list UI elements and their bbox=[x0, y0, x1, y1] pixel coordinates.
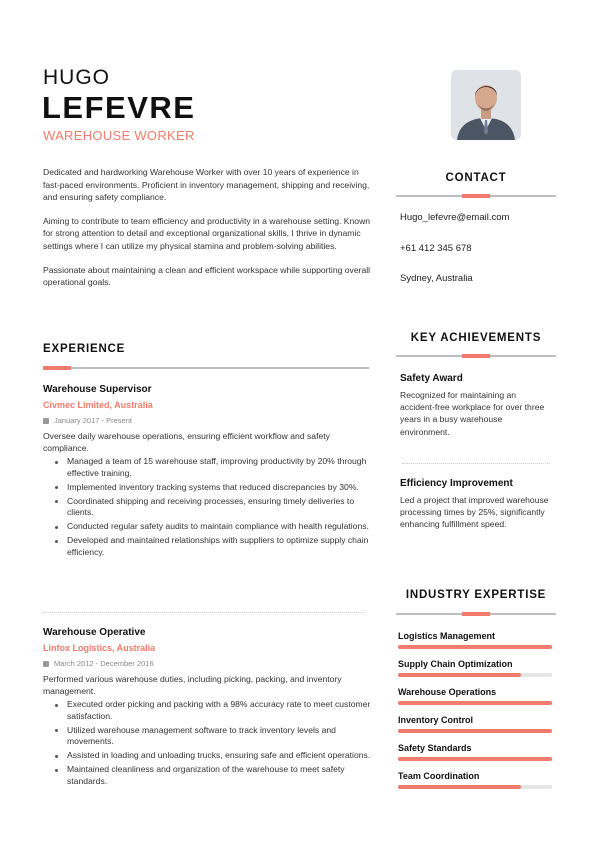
list-item: Maintained cleanliness and organization of the warehouse to meet safety standards. bbox=[67, 764, 373, 787]
list-item: Executed order picking and packing with a 98% accuracy rate to meet customer satisfaction. bbox=[67, 699, 373, 722]
skill-bar-fill bbox=[398, 785, 521, 789]
job-date-text: January 2017 - Present bbox=[54, 416, 132, 425]
skill-bar-fill bbox=[398, 645, 552, 649]
skill-bar bbox=[398, 673, 552, 677]
summary-paragraph: Dedicated and hardworking Warehouse Worker with over 10 years of experience in fast-paced environments. Proficient in inventory management, shipping and receiving, and ensuring safety compliance. bbox=[43, 167, 370, 203]
job-date bbox=[43, 659, 373, 668]
contact-heading: CONTACT bbox=[445, 172, 507, 184]
skill-item bbox=[398, 715, 552, 733]
section-divider bbox=[43, 367, 369, 369]
section-accent bbox=[462, 194, 490, 198]
skill-name: Inventory Control bbox=[398, 715, 474, 725]
skill-item bbox=[398, 771, 552, 789]
job-entry bbox=[43, 627, 373, 790]
list-item: Implemented inventory tracking systems that reduced discrepancies by 30%. bbox=[67, 482, 373, 494]
experience-heading: EXPERIENCE bbox=[43, 343, 126, 355]
achievement-item bbox=[400, 373, 550, 438]
skill-item bbox=[398, 659, 552, 677]
list-item: Developed and maintained relationships with suppliers to optimize supply chain efficiency. bbox=[67, 535, 373, 558]
skill-bar bbox=[398, 757, 552, 761]
contact-location: Sydney, Australia bbox=[400, 273, 473, 284]
achievements-heading: KEY ACHIEVEMENTS bbox=[410, 332, 542, 344]
skill-bar-fill bbox=[398, 673, 521, 677]
summary bbox=[43, 166, 373, 300]
section-accent bbox=[462, 612, 490, 616]
job-company: Linfox Logistics, Australia bbox=[43, 643, 156, 653]
list-item: Conducted regular safety audits to maintain compliance with health regulations. bbox=[67, 521, 373, 533]
skill-bar bbox=[398, 701, 552, 705]
job-description: Performed various warehouse duties, including picking, packing, and inventory management. bbox=[43, 674, 342, 696]
job-title: WAREHOUSE WORKER bbox=[43, 128, 195, 143]
list-item: Managed a team of 15 warehouse staff, improving productivity by 20% through effective training. bbox=[67, 456, 373, 479]
contact-email: Hugo_lefevre@email.com bbox=[400, 212, 510, 223]
section-accent bbox=[43, 366, 71, 370]
job-bullets bbox=[43, 456, 373, 558]
job-date-text: March 2012 - December 2016 bbox=[54, 659, 154, 668]
skill-name: Warehouse Operations bbox=[398, 687, 497, 697]
skill-item bbox=[398, 743, 552, 761]
achievement-title: Safety Award bbox=[400, 373, 463, 384]
skill-bar-fill bbox=[398, 757, 552, 761]
skill-bar-fill bbox=[398, 701, 552, 705]
summary-paragraph: Aiming to contribute to team efficiency and productivity in a warehouse setting. Known for strong attention to detail and exceptional organizational skills, I thrive in dynamic settings where I can utilize my physical stamina and problem-solving abilities. bbox=[43, 215, 371, 251]
job-description: Oversee daily warehouse operations, ensuring efficient workflow and safety compliance. bbox=[43, 431, 330, 453]
person-portrait-icon bbox=[451, 70, 521, 140]
list-item: Utilized warehouse management software to track inventory levels and movements. bbox=[67, 725, 373, 748]
skill-item bbox=[398, 631, 552, 649]
job-date bbox=[43, 416, 373, 425]
summary-paragraph: Passionate about maintaining a clean and efficient workspace while supporting overall operational goals. bbox=[43, 264, 371, 288]
entry-separator bbox=[43, 612, 365, 613]
expertise-heading: INDUSTRY EXPERTISE bbox=[405, 589, 547, 601]
skill-item bbox=[398, 687, 552, 705]
skill-name: Logistics Management bbox=[398, 631, 496, 641]
skill-bar-fill bbox=[398, 729, 552, 733]
skill-bar bbox=[398, 645, 552, 649]
skill-name: Supply Chain Optimization bbox=[398, 659, 513, 669]
calendar-icon bbox=[43, 418, 49, 424]
achievement-description: Recognized for maintaining an accident-free workplace for over three years in a busy warehouse environment. bbox=[400, 390, 545, 437]
job-company: Civmec Limited, Australia bbox=[43, 400, 153, 410]
job-bullets bbox=[43, 699, 373, 787]
contact-phone: +61 412 345 678 bbox=[400, 243, 472, 254]
list-item: Assisted in loading and unloading trucks, ensuring safe and efficient operations. bbox=[67, 750, 373, 762]
job-role: Warehouse Operative bbox=[43, 627, 146, 638]
job-entry bbox=[43, 384, 373, 561]
calendar-icon bbox=[43, 661, 49, 667]
skill-bar bbox=[398, 785, 552, 789]
achievement-item bbox=[400, 478, 550, 531]
achievement-title: Efficiency Improvement bbox=[400, 478, 513, 489]
first-name: HUGO bbox=[43, 66, 110, 89]
skill-name: Safety Standards bbox=[398, 743, 472, 753]
section-accent bbox=[462, 354, 490, 358]
achievement-description: Led a project that improved warehouse processing times by 25%, significantly enhancing fulfillment speed. bbox=[400, 495, 549, 530]
job-role: Warehouse Supervisor bbox=[43, 384, 152, 395]
last-name: LEFEVRE bbox=[42, 90, 196, 125]
list-item: Coordinated shipping and receiving processes, ensuring timely deliveries to clients. bbox=[67, 496, 373, 519]
skill-bar bbox=[398, 729, 552, 733]
entry-separator bbox=[402, 463, 550, 464]
skill-name: Team Coordination bbox=[398, 771, 480, 781]
